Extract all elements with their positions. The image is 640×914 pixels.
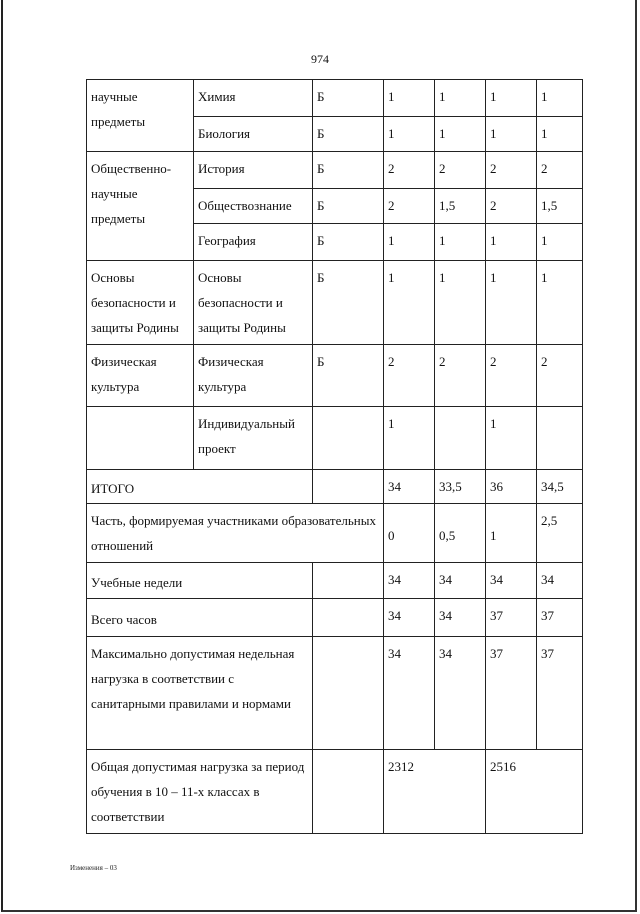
row-label: Общая допустимая нагрузка за период обучения в 10 – 11-х классах в соответствии [87,750,313,834]
area-cell: научные предметы [87,80,194,152]
value-cell: 1 [537,261,583,345]
value-cell: 1,5 [537,189,583,224]
subject-cell: География [194,224,313,261]
value-cell [537,407,583,470]
table-row [87,504,583,563]
subject-cell: Физическая культура [194,345,313,407]
subject-cell: История [194,152,313,189]
value-cell: 1 [384,261,435,345]
value-cell: 1 [384,117,435,152]
subject-cell: Индивидуальный проект [194,407,313,470]
value-cell: 1 [435,261,486,345]
table-row [87,470,583,504]
footer-note: Изменения – 03 [70,864,117,872]
value-cell: 2,5 [537,504,583,563]
level-cell: Б [313,80,384,117]
value-cell: 2 [537,345,583,407]
value-cell [435,407,486,470]
row-label: Всего часов [87,599,313,637]
value-cell: 2 [384,189,435,224]
value-cell: 33,5 [435,470,486,504]
row-label: Учебные недели [87,563,313,599]
value-cell: 34 [537,563,583,599]
value-cell: 1 [384,224,435,261]
value-cell: 1 [435,224,486,261]
table-row [87,637,583,750]
value-cell: 37 [537,599,583,637]
level-cell: Б [313,117,384,152]
subject-cell: Обществознание [194,189,313,224]
subject-cell: Биология [194,117,313,152]
value-cell: 37 [486,599,537,637]
value-cell: 37 [486,637,537,750]
table-row [87,261,583,345]
value-cell: 1 [537,224,583,261]
level-cell: Б [313,345,384,407]
value-cell: 34 [384,470,435,504]
row-label: Часть, формируемая участниками образовательных отношений [87,504,384,563]
value-cell: 2 [486,189,537,224]
row-label: Максимально допустимая недельная нагрузка в соответствии с санитарными правилами и нормами [87,637,313,750]
table-row [87,407,583,470]
value-cell: 34 [435,599,486,637]
table-row [87,152,583,189]
value-cell: 2 [537,152,583,189]
area-cell: Общественно-научные предметы [87,152,194,261]
value-cell: 34 [384,637,435,750]
value-cell: 1 [486,117,537,152]
area-cell [87,407,194,470]
value-cell: 34 [435,637,486,750]
value-cell: 2 [435,345,486,407]
value-cell: 1 [537,80,583,117]
value-cell: 1,5 [435,189,486,224]
area-cell: Основы безопасности и защиты Родины [87,261,194,345]
value-cell: 2 [486,345,537,407]
empty-cell [313,470,384,504]
value-cell: 1 [486,80,537,117]
value-cell: 2 [384,152,435,189]
level-cell: Б [313,152,384,189]
level-cell: Б [313,224,384,261]
curriculum-table [86,79,583,834]
value-cell: 36 [486,470,537,504]
value-cell: 1 [384,407,435,470]
value-cell: 2 [384,345,435,407]
value-cell: 34 [486,563,537,599]
subject-cell: Основы безопасности и защиты Родины [194,261,313,345]
value-cell: 34 [435,563,486,599]
table-row [87,750,583,834]
page-number: 974 [311,52,329,66]
value-cell: 34 [384,563,435,599]
value-cell: 1 [435,80,486,117]
level-cell [313,407,384,470]
value-cell: 2312 [384,750,486,834]
value-cell: 1 [384,80,435,117]
value-cell: 34,5 [537,470,583,504]
empty-cell [313,599,384,637]
value-cell: 2516 [486,750,583,834]
level-cell: Б [313,261,384,345]
empty-cell [313,750,384,834]
table-row [87,345,583,407]
total-label: ИТОГО [87,470,313,504]
empty-cell [313,637,384,750]
value-cell: 1 [486,224,537,261]
empty-cell [313,563,384,599]
value-cell: 1 [486,407,537,470]
value-cell: 34 [384,599,435,637]
area-cell: Физическая культура [87,345,194,407]
table-row [87,563,583,599]
subject-cell: Химия [194,80,313,117]
value-cell: 1 [486,261,537,345]
value-cell: 1 [435,117,486,152]
value-cell: 37 [537,637,583,750]
value-cell: 2 [486,152,537,189]
table-row [87,80,583,117]
value-cell: 0 [384,504,435,563]
value-cell: 1 [486,504,537,563]
value-cell: 1 [537,117,583,152]
value-cell: 2 [435,152,486,189]
table-row [87,599,583,637]
value-cell: 0,5 [435,504,486,563]
level-cell: Б [313,189,384,224]
